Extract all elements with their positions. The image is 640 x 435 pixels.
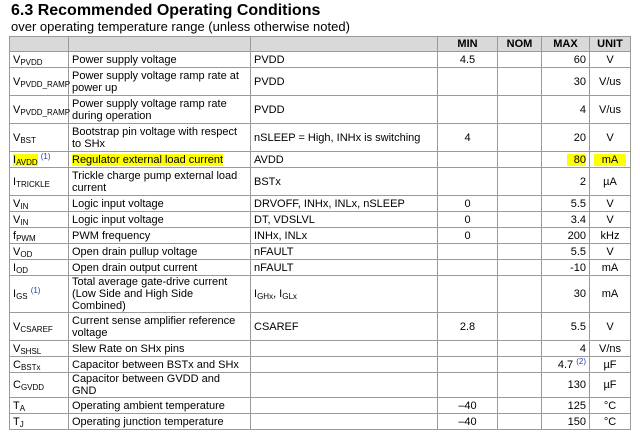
table-row-highlighted bbox=[10, 152, 631, 168]
parameter-cell: Bootstrap pin voltage with respect to SHx bbox=[69, 124, 251, 152]
symbol-cell: $I_{TRICKLE}$ bbox=[10, 168, 69, 196]
header-conditions bbox=[251, 37, 438, 52]
table-row bbox=[10, 228, 631, 244]
max-cell: 30 bbox=[542, 276, 590, 313]
max-cell: 4.7 $^{(2)}$ bbox=[542, 357, 590, 373]
parameter-cell: Capacitor between BSTx and SHx bbox=[69, 357, 251, 373]
min-cell bbox=[438, 152, 498, 168]
nom-cell bbox=[498, 313, 542, 341]
nom-cell bbox=[498, 68, 542, 96]
section-subtitle: over operating temperature range (unless otherwise noted) bbox=[11, 19, 350, 34]
symbol-cell: $V_{PVDD\_RAMP}$ bbox=[10, 96, 69, 124]
nom-cell bbox=[498, 196, 542, 212]
min-cell bbox=[438, 357, 498, 373]
condition-cell bbox=[251, 414, 438, 430]
symbol-cell: $V_{OD}$ bbox=[10, 244, 69, 260]
nom-cell bbox=[498, 168, 542, 196]
header-min: MIN bbox=[438, 37, 498, 52]
condition-cell: INHx, INLx bbox=[251, 228, 438, 244]
condition-cell bbox=[251, 373, 438, 398]
max-cell: 5.5 bbox=[542, 244, 590, 260]
max-cell: -10 bbox=[542, 260, 590, 276]
nom-cell bbox=[498, 96, 542, 124]
nom-cell bbox=[498, 414, 542, 430]
condition-cell: PVDD bbox=[251, 96, 438, 124]
table-body bbox=[10, 52, 631, 430]
nom-cell bbox=[498, 212, 542, 228]
condition-cell: AVDD bbox=[251, 152, 438, 168]
parameter-cell: Operating junction temperature bbox=[69, 414, 251, 430]
min-cell bbox=[438, 276, 498, 313]
min-cell: 4.5 bbox=[438, 52, 498, 68]
highlight-mark: $I_{AVDD}$ bbox=[13, 153, 38, 167]
condition-cell: PVDD bbox=[251, 52, 438, 68]
table-row bbox=[10, 124, 631, 152]
table-row bbox=[10, 52, 631, 68]
min-cell: 4 bbox=[438, 124, 498, 152]
unit-cell: mA bbox=[590, 260, 631, 276]
table-row bbox=[10, 96, 631, 124]
unit-cell: V/us bbox=[590, 96, 631, 124]
footnote-ref: (1) bbox=[30, 286, 41, 295]
max-cell: 60 bbox=[542, 52, 590, 68]
highlight-mark: mA bbox=[594, 154, 627, 166]
operating-conditions-table bbox=[9, 36, 631, 430]
nom-cell bbox=[498, 52, 542, 68]
symbol-cell: $T_J$ bbox=[10, 414, 69, 430]
unit-cell: V bbox=[590, 313, 631, 341]
table-row bbox=[10, 260, 631, 276]
table-row bbox=[10, 373, 631, 398]
symbol-cell: $I_{OD}$ bbox=[10, 260, 69, 276]
condition-cell: PVDD bbox=[251, 68, 438, 96]
max-cell: 150 bbox=[542, 414, 590, 430]
min-cell bbox=[438, 168, 498, 196]
symbol-cell: $T_A$ bbox=[10, 398, 69, 414]
unit-cell: V/us bbox=[590, 68, 631, 96]
unit-cell: V bbox=[590, 124, 631, 152]
min-cell bbox=[438, 341, 498, 357]
condition-cell bbox=[251, 398, 438, 414]
highlight-mark: Regulator external load current bbox=[72, 153, 224, 166]
condition-cell bbox=[251, 341, 438, 357]
symbol-cell: $C_{BSTx}$ bbox=[10, 357, 69, 373]
condition-cell: DT, VDSLVL bbox=[251, 212, 438, 228]
symbol-cell: $C_{GVDD}$ bbox=[10, 373, 69, 398]
table-row bbox=[10, 168, 631, 196]
parameter-cell: Open drain output current bbox=[69, 260, 251, 276]
symbol-cell: $V_{SHSL}$ bbox=[10, 341, 69, 357]
min-cell bbox=[438, 96, 498, 124]
highlight-mark: 80 bbox=[567, 154, 586, 166]
parameter-cell: Current sense amplifier reference voltage bbox=[69, 313, 251, 341]
condition-cell: nSLEEP = High, INHx is switching bbox=[251, 124, 438, 152]
symbol-cell: $I_{GS}$ $^{(1)}$ bbox=[10, 276, 69, 313]
table-header-row bbox=[10, 37, 631, 52]
unit-cell: µA bbox=[590, 168, 631, 196]
parameter-cell: Logic input voltage bbox=[69, 212, 251, 228]
min-cell: 0 bbox=[438, 212, 498, 228]
symbol-cell: $V_{IN}$ bbox=[10, 196, 69, 212]
symbol-cell: $V_{IN}$ bbox=[10, 212, 69, 228]
min-cell: 2.8 bbox=[438, 313, 498, 341]
parameter-cell: Power supply voltage ramp rate during operation bbox=[69, 96, 251, 124]
parameter-cell bbox=[69, 152, 251, 168]
nom-cell bbox=[498, 152, 542, 168]
unit-cell: °C bbox=[590, 414, 631, 430]
parameter-cell: PWM frequency bbox=[69, 228, 251, 244]
unit-cell: V bbox=[590, 244, 631, 260]
unit-cell: µF bbox=[590, 357, 631, 373]
header-nom: NOM bbox=[498, 37, 542, 52]
symbol-cell: $V_{PVDD\_RAMP}$ bbox=[10, 68, 69, 96]
max-cell: 2 bbox=[542, 168, 590, 196]
parameter-cell: Operating ambient temperature bbox=[69, 398, 251, 414]
min-cell bbox=[438, 373, 498, 398]
max-cell bbox=[542, 152, 590, 168]
max-cell: 20 bbox=[542, 124, 590, 152]
max-cell: 5.5 bbox=[542, 196, 590, 212]
min-cell bbox=[438, 68, 498, 96]
max-cell: 125 bbox=[542, 398, 590, 414]
max-cell: 130 bbox=[542, 373, 590, 398]
parameter-cell: Open drain pullup voltage bbox=[69, 244, 251, 260]
min-cell: 0 bbox=[438, 196, 498, 212]
symbol-cell: $V_{PVDD}$ bbox=[10, 52, 69, 68]
table-row bbox=[10, 357, 631, 373]
table-row bbox=[10, 196, 631, 212]
section-title: 6.3 Recommended Operating Conditions bbox=[11, 2, 321, 19]
nom-cell bbox=[498, 357, 542, 373]
condition-cell: $I_{GHx}$, $I_{GLx}$ bbox=[251, 276, 438, 313]
parameter-cell: Trickle charge pump external load current bbox=[69, 168, 251, 196]
max-cell: 4 bbox=[542, 341, 590, 357]
footnote-ref: (2) bbox=[576, 356, 586, 366]
max-cell: 200 bbox=[542, 228, 590, 244]
min-cell: –40 bbox=[438, 398, 498, 414]
condition-cell: nFAULT bbox=[251, 244, 438, 260]
condition-cell bbox=[251, 357, 438, 373]
max-cell: 5.5 bbox=[542, 313, 590, 341]
symbol-cell: $V_{BST}$ bbox=[10, 124, 69, 152]
max-cell: 4 bbox=[542, 96, 590, 124]
max-cell: 3.4 bbox=[542, 212, 590, 228]
parameter-cell: Total average gate-drive current (Low Side and High Side Combined) bbox=[69, 276, 251, 313]
condition-cell: nFAULT bbox=[251, 260, 438, 276]
table-row bbox=[10, 276, 631, 313]
nom-cell bbox=[498, 398, 542, 414]
min-cell bbox=[438, 244, 498, 260]
footnote-ref: (1) bbox=[40, 151, 51, 161]
unit-cell: µF bbox=[590, 373, 631, 398]
nom-cell bbox=[498, 228, 542, 244]
parameter-cell: Slew Rate on SHx pins bbox=[69, 341, 251, 357]
unit-cell: V bbox=[590, 52, 631, 68]
header-unit: UNIT bbox=[590, 37, 631, 52]
nom-cell bbox=[498, 373, 542, 398]
table-row bbox=[10, 341, 631, 357]
min-cell: –40 bbox=[438, 414, 498, 430]
table-row bbox=[10, 212, 631, 228]
header-parameter bbox=[69, 37, 251, 52]
unit-cell: mA bbox=[590, 276, 631, 313]
table-row bbox=[10, 244, 631, 260]
min-cell bbox=[438, 260, 498, 276]
parameter-cell: Power supply voltage bbox=[69, 52, 251, 68]
unit-cell bbox=[590, 152, 631, 168]
symbol-cell: $V_{CSAREF}$ bbox=[10, 313, 69, 341]
table-row bbox=[10, 398, 631, 414]
unit-cell: V bbox=[590, 196, 631, 212]
nom-cell bbox=[498, 244, 542, 260]
nom-cell bbox=[498, 276, 542, 313]
nom-cell bbox=[498, 124, 542, 152]
nom-cell bbox=[498, 260, 542, 276]
table-row bbox=[10, 68, 631, 96]
symbol-cell: $f_{PWM}$ bbox=[10, 228, 69, 244]
table-row bbox=[10, 313, 631, 341]
parameter-cell: Logic input voltage bbox=[69, 196, 251, 212]
nom-cell bbox=[498, 341, 542, 357]
unit-cell: V/ns bbox=[590, 341, 631, 357]
parameter-cell: Capacitor between GVDD and GND bbox=[69, 373, 251, 398]
max-cell: 30 bbox=[542, 68, 590, 96]
header-symbol bbox=[10, 37, 69, 52]
unit-cell: kHz bbox=[590, 228, 631, 244]
symbol-cell bbox=[10, 152, 69, 168]
condition-cell: DRVOFF, INHx, INLx, nSLEEP bbox=[251, 196, 438, 212]
table-row bbox=[10, 414, 631, 430]
condition-cell: CSAREF bbox=[251, 313, 438, 341]
header-max: MAX bbox=[542, 37, 590, 52]
unit-cell: °C bbox=[590, 398, 631, 414]
min-cell: 0 bbox=[438, 228, 498, 244]
condition-cell: BSTx bbox=[251, 168, 438, 196]
parameter-cell: Power supply voltage ramp rate at power up bbox=[69, 68, 251, 96]
unit-cell: V bbox=[590, 212, 631, 228]
